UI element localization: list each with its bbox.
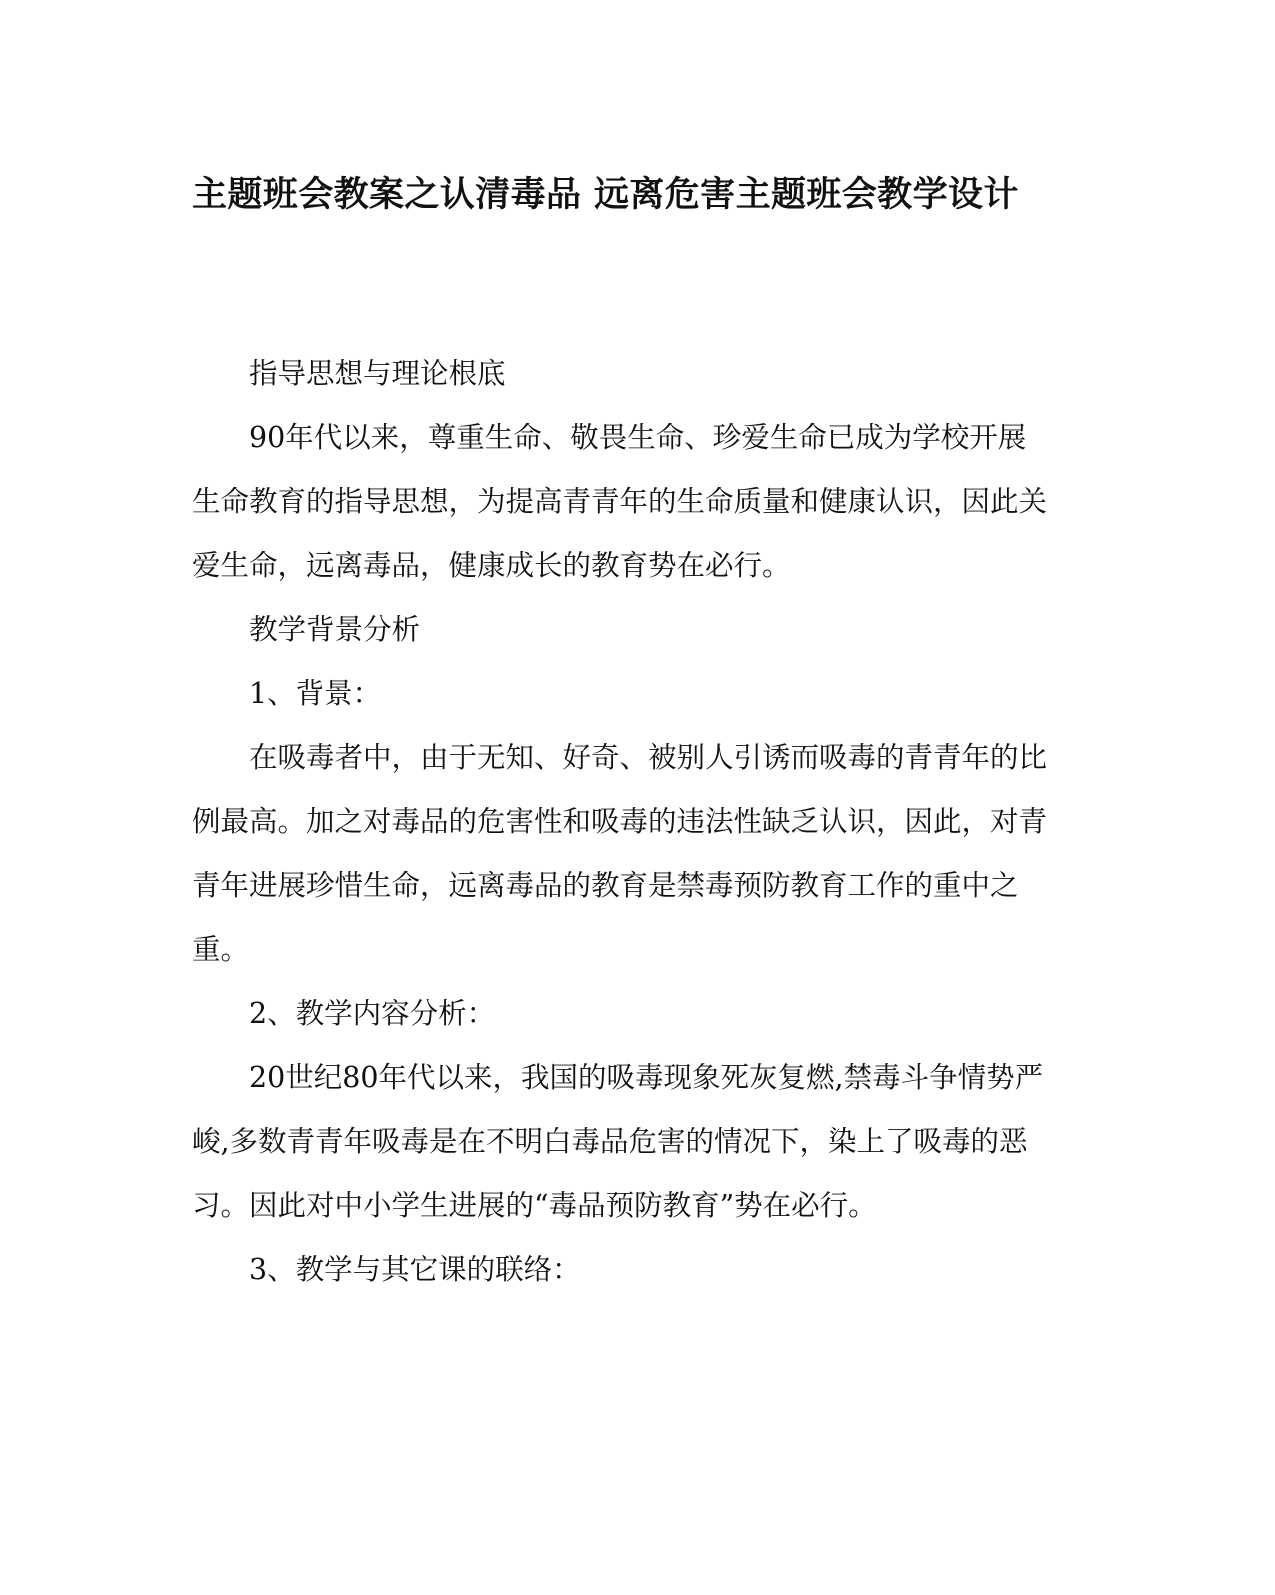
heading-teaching-background: 教学背景分析 bbox=[249, 613, 421, 646]
document-title: 主题班会教案之认清毒品 远离危害主题班会教学设计 bbox=[192, 174, 1019, 215]
subheading-course-connection: 3、教学与其它课的联络： bbox=[249, 1253, 581, 1286]
paragraph-content-analysis: 20世纪80年代以来，我国的吸毒现象死灰复燃,禁毒斗争情势严峻,多数青青年吸毒是在不明白毒品危害的情况下，染上了吸毒的恶习。因此对中小学生进展的“毒品预防教育”势在必行。 bbox=[192, 1061, 1044, 1222]
subheading-content-analysis: 2、教学内容分析： bbox=[249, 997, 496, 1030]
subheading-background: 1、背景： bbox=[249, 677, 382, 710]
heading-guiding-thought: 指导思想与理论根底 bbox=[249, 357, 506, 390]
paragraph-guiding-thought: 90年代以来，尊重生命、敬畏生命、珍爱生命已成为学校开展生命教育的指导思想，为提高青青年的生命质量和健康认识，因此关爱生命，远离毒品，健康成长的教育势在必行。 bbox=[192, 421, 1048, 582]
document-body bbox=[192, 342, 1052, 1302]
paragraph-background: 在吸毒者中，由于无知、好奇、被别人引诱而吸毒的青青年的比例最高。加之对毒品的危害性和吸毒的违法性缺乏认识，因此，对青青年进展珍惜生命，远离毒品的教育是禁毒预防教育工作的重中之重。 bbox=[192, 741, 1048, 966]
